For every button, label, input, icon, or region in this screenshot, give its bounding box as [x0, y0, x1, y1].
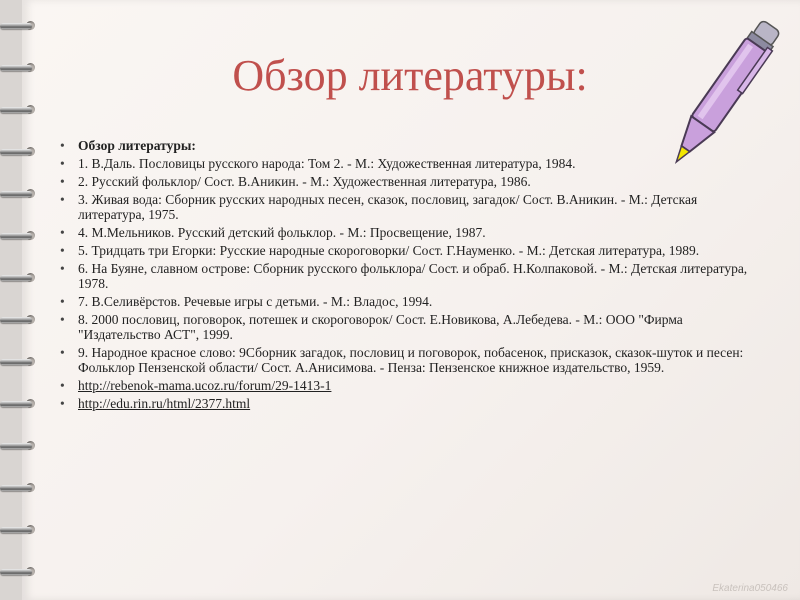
reference-text: 8. 2000 пословиц, поговорок, потешек и скороговорок/ Сост. Е.Новикова, А.Лебедева. - М.: ООО "Фирма "Издательство АСТ", 1999. — [78, 312, 683, 342]
list-item — [60, 156, 750, 171]
binding-ring — [0, 566, 36, 578]
binding-ring — [0, 146, 36, 158]
binding-ring — [0, 272, 36, 284]
list-item — [60, 225, 750, 240]
list-item-link[interactable] — [60, 396, 750, 411]
reference-text: 5. Тридцать три Егорки: Русские народные скороговорки/ Сост. Г.Науменко. - М.: Детская литература, 1989. — [78, 243, 700, 258]
reference-text: 3. Живая вода: Сборник русских народных песен, сказок, пословиц, загадок/ Сост. В.Аникин. - М.: Детская литература, 1975. — [78, 192, 698, 222]
reference-link[interactable]: http://edu.rin.ru/html/2377.html — [78, 396, 251, 411]
bullet-icon: • — [60, 294, 65, 309]
list-item — [60, 261, 750, 291]
binding-ring — [0, 482, 36, 494]
bullet-icon: • — [60, 396, 65, 411]
list-item — [60, 312, 750, 342]
bullet-icon: • — [60, 261, 65, 276]
reference-text: 1. В.Даль. Пословицы русского народа: Том 2. - М.: Художественная литература, 1984. — [78, 156, 576, 171]
binding-ring — [0, 356, 36, 368]
reference-link[interactable]: http://rebenok-mama.ucoz.ru/forum/29-1413-1 — [78, 378, 332, 393]
reference-text: 4. М.Мельников. Русский детский фольклор. - М.: Просвещение, 1987. — [78, 225, 486, 240]
binding-ring — [0, 398, 36, 410]
binding-ring — [0, 314, 36, 326]
bullet-icon: • — [60, 138, 65, 153]
bullet-icon: • — [60, 378, 65, 393]
binding-ring — [0, 524, 36, 536]
list-item — [60, 138, 750, 153]
list-item-link[interactable] — [60, 378, 750, 393]
list-item — [60, 243, 750, 258]
bullet-icon: • — [60, 156, 65, 171]
watermark: Ekaterina050466 — [712, 583, 788, 594]
binding-ring — [0, 230, 36, 242]
reference-text: 9. Народное красное слово: 9Сборник загадок, пословиц и поговорок, побасенок, присказок, сказок-шуток и песен: Фольклор Пензенской области/ Сост. А.Анисимова. - Пенза: Пензенское книжное издательство, 1959. — [78, 345, 744, 375]
reference-text: 6. На Буяне, славном острове: Сборник русского фольклора/ Сост. и обраб. Н.Колпаковой. - М.: Детская литература, 1978. — [78, 261, 748, 291]
bullet-icon: • — [60, 243, 65, 258]
literature-list — [60, 138, 750, 414]
reference-text: 2. Русский фольклор/ Сост. В.Аникин. - М.: Художественная литература, 1986. — [78, 174, 531, 189]
bullet-icon: • — [60, 225, 65, 240]
binding-ring — [0, 20, 36, 32]
reference-text: Обзор литературы: — [78, 138, 196, 153]
spiral-binding-icon — [0, 0, 40, 600]
binding-ring — [0, 440, 36, 452]
binding-ring — [0, 62, 36, 74]
binding-ring — [0, 188, 36, 200]
list-item — [60, 174, 750, 189]
reference-text: 7. В.Селивёрстов. Речевые игры с детьми. - М.: Владос, 1994. — [78, 294, 433, 309]
page-title: Обзор литературы: — [232, 51, 588, 100]
bullet-icon: • — [60, 192, 65, 207]
list-item — [60, 192, 750, 222]
binding-ring — [0, 104, 36, 116]
list-item — [60, 345, 750, 375]
bullet-icon: • — [60, 345, 65, 360]
list-item — [60, 294, 750, 309]
bullet-icon: • — [60, 312, 65, 327]
bullet-icon: • — [60, 174, 65, 189]
